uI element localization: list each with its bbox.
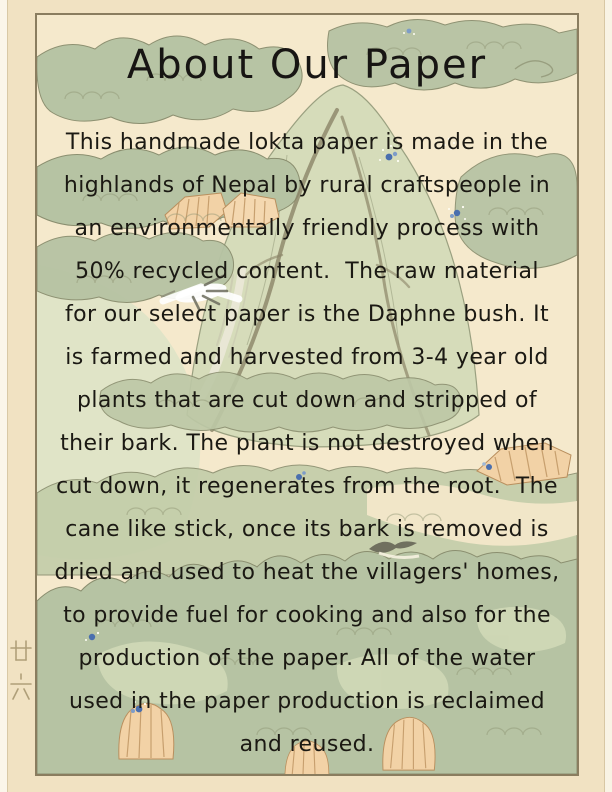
body-line: cane like stick, once its bark is removed is [65,517,549,542]
text-overlay [37,15,577,774]
body-line: is farmed and harvested from 3-4 year old [65,345,549,370]
page-right-edge [604,0,612,792]
body-line: highlands of Nepal by rural craftspeople in [63,173,551,198]
body-line: cut down, it regenerates from the root. The [56,474,558,499]
body-line: dried and used to heat the villagers' homes, [54,560,560,585]
margin-inscription [9,638,33,702]
page-left-edge [0,0,8,792]
body-line: to provide fuel for cooking and also for the [63,603,551,628]
body-line: This handmade lokta paper is made in the [65,130,549,155]
body-line: plants that are cut down and stripped of [76,388,538,413]
body-text [31,121,583,766]
body-line: an environmentally friendly process with [74,216,540,241]
woodblock-print [35,13,579,776]
body-line: their bark. The plant is not destroyed when [60,431,554,456]
body-line: and reused. [239,732,375,757]
body-line: for our select paper is the Daphne bush. It [64,302,550,327]
body-line: production of the paper. All of the water [78,646,536,671]
body-line: used in the paper production is reclaimed [69,689,545,714]
page-title: About Our Paper [126,42,488,88]
kanji-strokes-icon [9,638,33,702]
body-line: 50% recycled content. The raw material [75,259,539,284]
